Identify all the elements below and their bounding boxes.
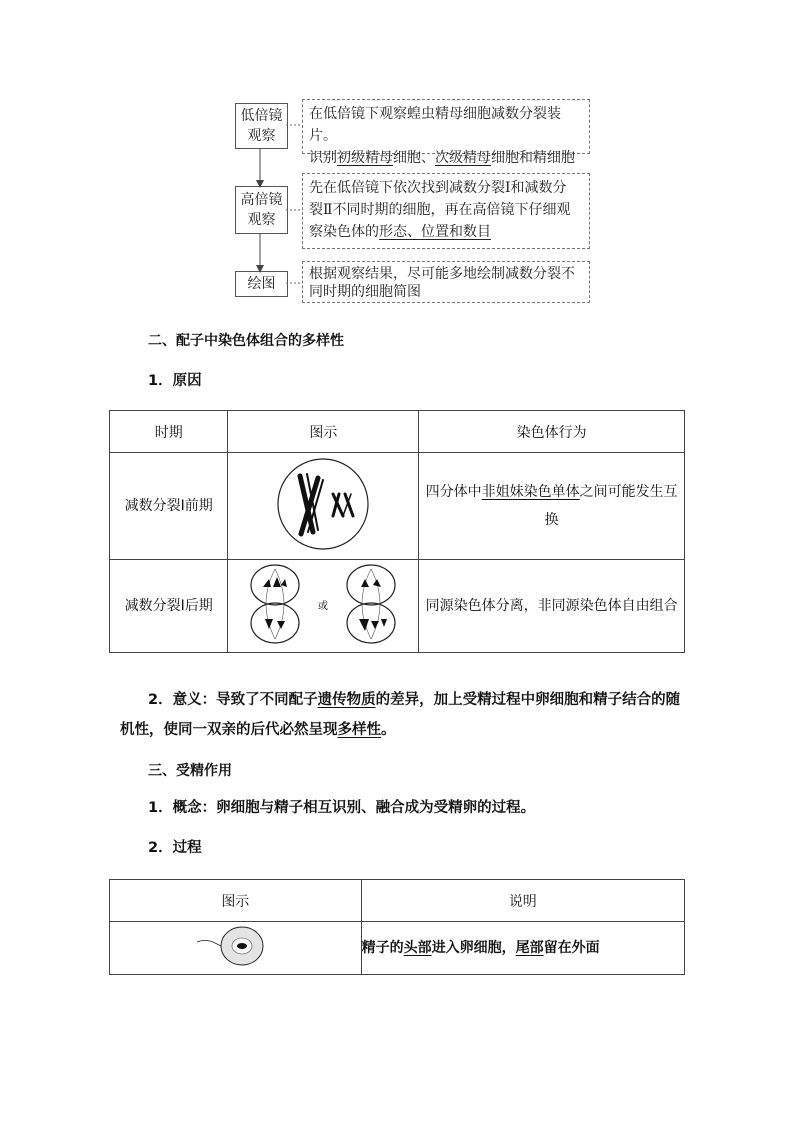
table-row (110, 453, 685, 560)
flow-step3-label: 绘图 (235, 271, 288, 297)
section2-sub2: 2．意义：导致了不同配子遗传物质的差异，加上受精过程中卵细胞和精子结合的随机性，使同一双亲的后代必然呈现多样性。 (120, 692, 681, 738)
table-row (110, 922, 685, 975)
table-header-cell: 图示 (110, 880, 362, 922)
table-row (110, 560, 685, 653)
behavior-cell: 四分体中非姐妹染色单体之间可能发生互换 (419, 453, 685, 560)
section2-sub1: 1．原因 (148, 373, 202, 389)
anaphase-cell-figure (243, 563, 403, 645)
figure-cell (110, 922, 362, 975)
period-cell: 减数分裂Ⅰ前期 (110, 453, 228, 560)
section3-heading: 三、受精作用 (148, 763, 232, 779)
section2-heading: 二、配子中染色体组合的多样性 (148, 333, 344, 349)
table-process (109, 879, 685, 975)
table-process-header (110, 880, 685, 922)
section3-sub1: 1．概念：卵细胞与精子相互识别、融合成为受精卵的过程。 (148, 800, 536, 816)
table-header-cell: 说明 (361, 880, 684, 922)
figure-cell (228, 453, 419, 560)
fertilization-figure (195, 924, 275, 968)
table-header-cell: 图示 (228, 411, 419, 453)
flow-step1-label: 低倍镜 观察 (235, 103, 288, 149)
or-label: 或 (318, 601, 329, 612)
behavior-cell: 同源染色体分离，非同源染色体自由组合 (419, 560, 685, 653)
prophase-cell-figure (263, 454, 383, 554)
flow-connectors (0, 0, 794, 320)
period-cell: 减数分裂Ⅰ后期 (110, 560, 228, 653)
note-cell: 精子的头部进入卵细胞，尾部留在外面 (361, 922, 684, 975)
flow-step1-desc: 在低倍镜下观察蝗虫精母细胞减数分裂装片。 识别初级精母细胞、次级精母细胞和精细胞 (302, 99, 590, 154)
flow-step2-desc: 先在低倍镜下依次找到减数分裂Ⅰ和减数分 裂Ⅱ不同时期的细胞，再在高倍镜下仔细观 察染色体的形态、位置和数目 (302, 173, 590, 249)
table-cause (109, 410, 685, 653)
flow-step3-desc: 根据观察结果，尽可能多地绘制减数分裂不 同时期的细胞简图 (302, 261, 590, 303)
table-header-cell: 时期 (110, 411, 228, 453)
section3-sub2: 2．过程 (148, 840, 202, 856)
flow-step2-label: 高倍镜 观察 (235, 186, 288, 234)
figure-cell (228, 560, 419, 653)
table-cause-header (110, 411, 685, 453)
table-header-cell: 染色体行为 (419, 411, 685, 453)
